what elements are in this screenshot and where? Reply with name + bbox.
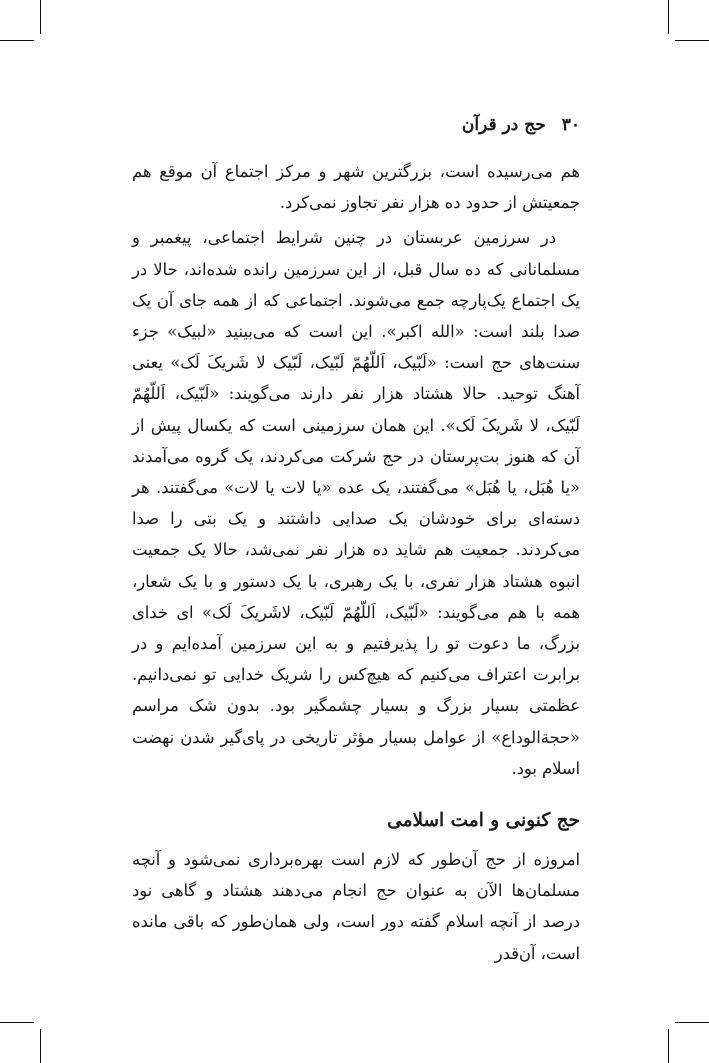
running-header: [132, 110, 580, 140]
crop-mark-top-left: [40, 0, 41, 34]
crop-mark-right-bottom: [675, 1022, 709, 1023]
crop-mark-bottom-right: [668, 1029, 669, 1063]
paragraph-1: هم می‌رسیده است، بزرگترین شهر و مرکز اجتماع آن موقع هم جمعیتش از حدود ده هزار نفر تجاوز نمی‌کرد.: [132, 162, 580, 213]
crop-mark-bottom-left: [40, 1029, 41, 1063]
section-heading: حج کنونی و امت اسلامی: [387, 810, 580, 832]
section-paragraph: امروزه از حج آن‌طور که لازم است بهره‌برداری نمی‌شود و آنچه مسلمان‌ها الآن به عنوان حج انجام می‌دهند هشتاد و گاهی نود درصد از آنچه اسلام گفته دور است، ولی همان‌طور که باقی مانده است، آن‌قدر: [132, 850, 580, 963]
crop-mark-left-top: [0, 40, 34, 41]
crop-mark-left-bottom: [0, 1022, 34, 1023]
paragraph-2: در سرزمین عربستان در چنین شرایط اجتماعی، پیغمبر و مسلمانانی که ده سال قبل، از این سرزمین رانده شده‌اند، حالا در یک اجتماع یک‌پارچه جمع می‌شوند. اجتماعی که از همه جای آن یک صدا بلند است: «الله اکبر». این است که می‌بینید «لبیک» جزء سنت‌های حج است: «لَبّیک، اَللّهُمّ لَبّیک، لَبّیک لا شَریکَ لَک» یعنی آهنگ توحید. حالا هشتاد هزار نفر دارند می‌گویند: «لَبّیک، اَللّهُمّ لَبّیک، لا شَریکَ لَک». این همان سرزمینی است که یکسال پیش از آن که هنوز بت‌پرستان در حج شرکت می‌کردند، یک گروه می‌آمدند «یا هُبَل، یا هُبَل» می‌گفتند، یک عده «یا لات یا لات» می‌گفتند. هر دسته‌ای برای خودشان یک صدایی داشتند و یک بتی را صدا می‌کردند. جمعیت هم شاید ده هزار نفر نمی‌شد، حالا یک جمعیت انبوه هشتاد هزار نفری، با یک رهبری، با یک دستور و با یک شعار، همه با هم می‌گویند: «لَبّیک، اَللّهُمّ لَبّیک، لاشَریکَ لَک» ای خدای بزرگ، ما دعوت تو را پذیرفتیم و به این سرزمین آمده‌ایم و در برابرت اعتراف می‌کنیم که هیچ‌کس را شریک خدایی تو نمی‌دانیم. عظمتی بسیار بزرگ و بسیار چشمگیر بود. بدون شک مراسم «حجةالوداع» از عوامل بسیار مؤثر تاریخی در پای‌گیر شدن نهضت اسلام بود.: [132, 228, 580, 778]
crop-mark-top-right: [668, 0, 669, 34]
crop-mark-right-top: [675, 40, 709, 41]
page-number: ۳۰: [561, 115, 580, 135]
running-title: حج در قرآن: [461, 115, 546, 135]
book-page: [132, 110, 580, 969]
